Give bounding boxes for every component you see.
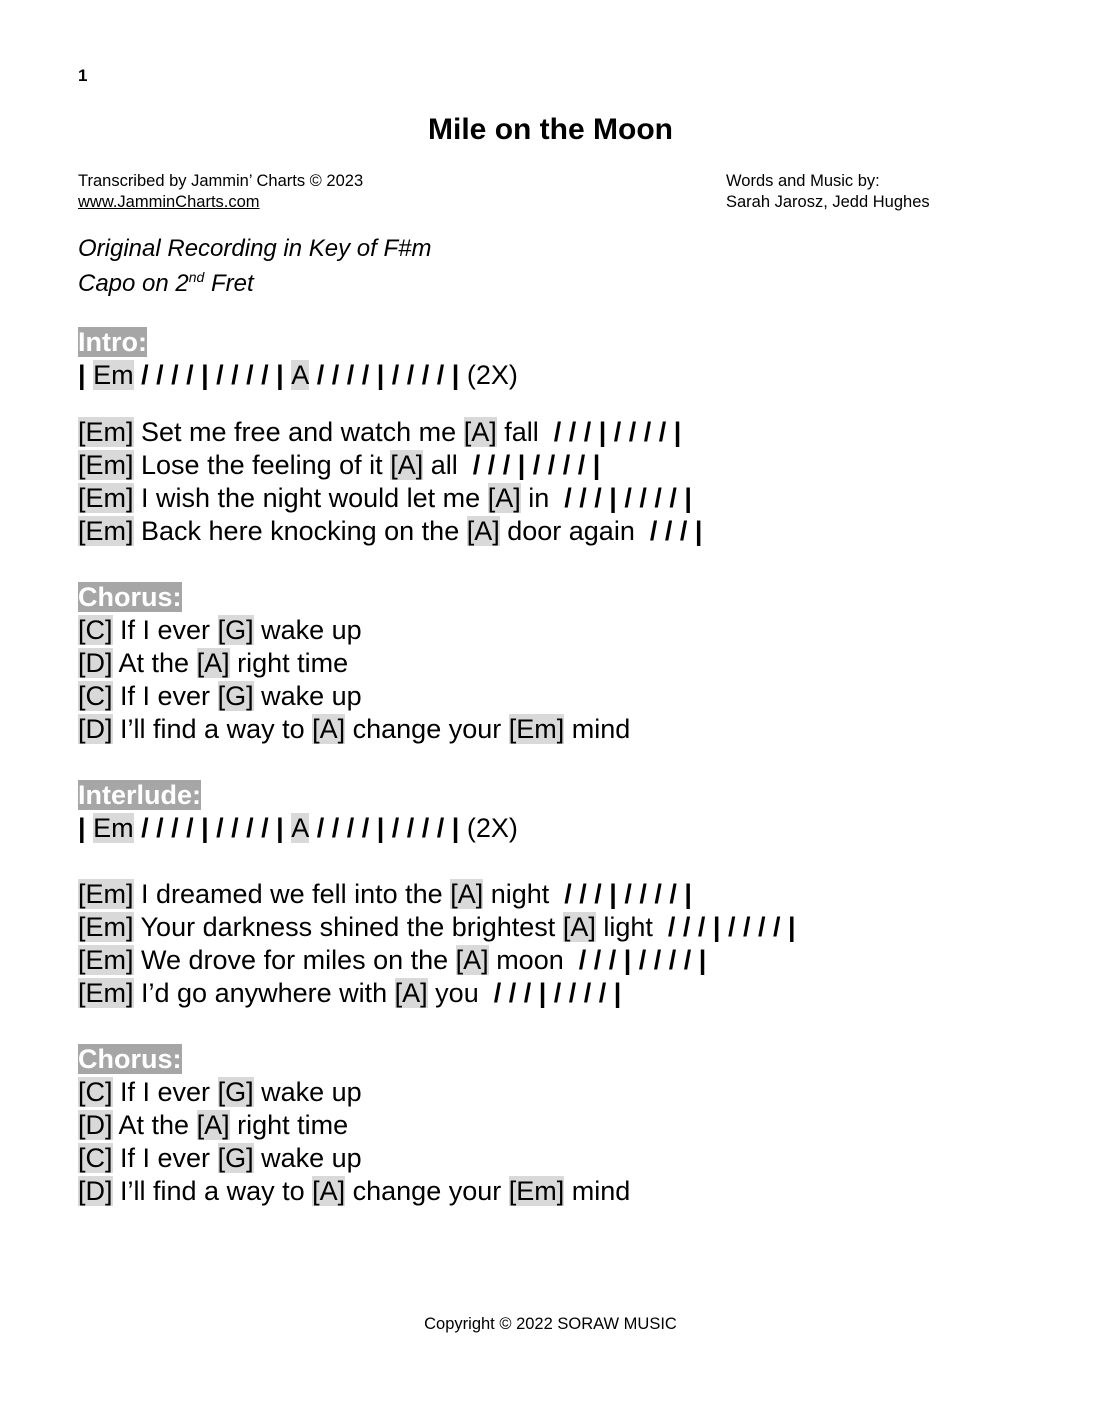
strum-marks: / / / / | / / / / | (133, 813, 292, 843)
lyric-text: If I ever (112, 681, 218, 711)
strum-marks: / / / | / / / / | (564, 879, 692, 909)
lyric-text: wake up (253, 1143, 362, 1173)
chord: [A] (450, 879, 484, 909)
lyric-text: I’d go anywhere with (133, 978, 395, 1008)
section-block (78, 326, 796, 392)
lyric-line (78, 614, 796, 647)
lyric-text: right time (229, 648, 349, 678)
chord: [C] (78, 681, 113, 711)
strum-marks: / / / / | / / / / | (309, 360, 467, 390)
lyric-line (78, 911, 796, 944)
copyright-footer: Copyright © 2022 SORAW MUSIC (424, 1315, 677, 1333)
chord: [G] (217, 615, 254, 645)
chord: A (291, 813, 310, 843)
section-label: Chorus: (78, 1044, 182, 1074)
chord: [Em] (78, 483, 134, 513)
transcribed-by: Transcribed by Jammin’ Charts © 2023 (78, 172, 364, 190)
strum-marks: / / / | / / / / | (564, 483, 692, 513)
chord: [Em] (78, 945, 134, 975)
lyric-text: moon (488, 945, 579, 975)
lyric-text: I’ll find a way to (112, 1176, 313, 1206)
section-label: Interlude: (78, 780, 202, 810)
lyric-text: change your (345, 1176, 509, 1206)
chord: Em (93, 813, 134, 843)
lyric-line (78, 482, 796, 515)
lyric-line (78, 359, 796, 392)
lyric-line (78, 416, 796, 449)
lyric-text: door again (499, 516, 650, 546)
lyric-line (78, 680, 796, 713)
lyric-text: If I ever (112, 615, 218, 645)
lyric-text: I wish the night would let me (133, 483, 488, 513)
chord: [C] (78, 1077, 113, 1107)
lyric-text: At the (112, 1110, 197, 1140)
chord: [C] (78, 615, 113, 645)
lyric-line (78, 647, 796, 680)
lyric-text: Back here knocking on the (133, 516, 467, 546)
lyric-text: Set me free and watch me (133, 417, 464, 447)
lyric-line (78, 944, 796, 977)
capo-suffix: Fret (204, 270, 254, 297)
chord: [D] (78, 1110, 113, 1140)
chord: [C] (78, 1143, 113, 1173)
chord: [A] (312, 714, 346, 744)
credits-label: Words and Music by: (726, 172, 880, 190)
chord: [Em] (78, 912, 134, 942)
section-label: Chorus: (78, 582, 182, 612)
chord: [A] (562, 912, 596, 942)
lyric-line (78, 1142, 796, 1175)
lyric-text: If I ever (112, 1077, 218, 1107)
lyric-line (78, 812, 796, 845)
lyric-text: mind (564, 1176, 631, 1206)
capo-sup: nd (188, 269, 205, 285)
lyric-line (78, 1076, 796, 1109)
section-block (78, 581, 796, 746)
song-title: Mile on the Moon (428, 113, 673, 146)
page-number: 1 (78, 66, 88, 85)
lyric-line (78, 1109, 796, 1142)
lyric-text: right time (229, 1110, 349, 1140)
section-block (78, 1043, 796, 1208)
lyric-text: light (595, 912, 668, 942)
chord: [Em] (508, 714, 565, 744)
chord: [A] (455, 945, 489, 975)
chord: [A] (463, 417, 497, 447)
strum-marks: / / / | / / / / | (493, 978, 622, 1008)
lyric-text: I’ll find a way to (112, 714, 313, 744)
chord: [A] (487, 483, 521, 513)
chord: [Em] (508, 1176, 565, 1206)
chord: [Em] (78, 516, 134, 546)
lyric-text: you (427, 978, 494, 1008)
strum-marks: / / / | / / / / | (667, 912, 796, 942)
lyric-text: At the (112, 648, 197, 678)
lyric-line (78, 449, 796, 482)
lyric-text: Lose the feeling of it (133, 450, 391, 480)
lyric-text: wake up (253, 615, 362, 645)
chord: [A] (312, 1176, 346, 1206)
capo-prefix: Capo on 2 (78, 270, 189, 297)
lyric-text: in (520, 483, 565, 513)
lyric-text: wake up (253, 681, 362, 711)
chord-chart (78, 326, 796, 1208)
chord: [A] (390, 450, 424, 480)
transcription-credit (78, 171, 363, 213)
recording-info (78, 234, 431, 298)
lyric-text: night (483, 879, 565, 909)
chord: [A] (394, 978, 428, 1008)
chord: [Em] (78, 417, 134, 447)
lyric-line (78, 713, 796, 746)
chord: [G] (217, 1077, 254, 1107)
songwriter-credit (726, 171, 930, 213)
chord: [A] (466, 516, 500, 546)
chord: [A] (196, 1110, 230, 1140)
strum-marks: / / / / | / / / / | (309, 813, 467, 843)
lyric-line (78, 977, 796, 1010)
website-link[interactable]: www.JamminCharts.com (78, 193, 260, 211)
lyric-line (78, 515, 796, 548)
section-block (78, 779, 796, 845)
chord: [D] (78, 648, 113, 678)
lyric-text: wake up (253, 1077, 362, 1107)
chord: [G] (217, 681, 254, 711)
lyric-text: We drove for miles on the (133, 945, 456, 975)
section-label: Intro: (78, 327, 147, 357)
strum-marks: | (78, 813, 94, 843)
strum-marks: / / / | / / / / | (472, 450, 601, 480)
chord: [Em] (78, 879, 134, 909)
lyric-text: If I ever (112, 1143, 218, 1173)
lyric-text: (2X) (466, 813, 518, 843)
lyric-text: fall (496, 417, 554, 447)
strum-marks: | (78, 360, 94, 390)
chord: [A] (196, 648, 230, 678)
chord: Em (93, 360, 134, 390)
lyric-text: (2X) (466, 360, 518, 390)
lyric-text: change your (345, 714, 509, 744)
chord: [G] (217, 1143, 254, 1173)
chord: [Em] (78, 450, 134, 480)
chord: [Em] (78, 978, 134, 1008)
strum-marks: / / / / | / / / / | (133, 360, 292, 390)
lyric-text: I dreamed we fell into the (133, 879, 451, 909)
section-block (78, 416, 796, 548)
capo-info (78, 263, 431, 298)
section-block (78, 878, 796, 1010)
chord: A (291, 360, 310, 390)
lyric-line (78, 878, 796, 911)
strum-marks: / / / | / / / / | (553, 417, 682, 447)
original-key: Original Recording in Key of F#m (78, 235, 432, 262)
lyric-text: all (423, 450, 473, 480)
writers: Sarah Jarosz, Jedd Hughes (726, 193, 930, 211)
lyric-line (78, 1175, 796, 1208)
lyric-text: Your darkness shined the brightest (133, 912, 563, 942)
chord: [D] (78, 1176, 113, 1206)
chord: [D] (78, 714, 113, 744)
lyric-text: mind (564, 714, 631, 744)
strum-marks: / / / | / / / / | (578, 945, 707, 975)
strum-marks: / / / | (649, 516, 703, 546)
